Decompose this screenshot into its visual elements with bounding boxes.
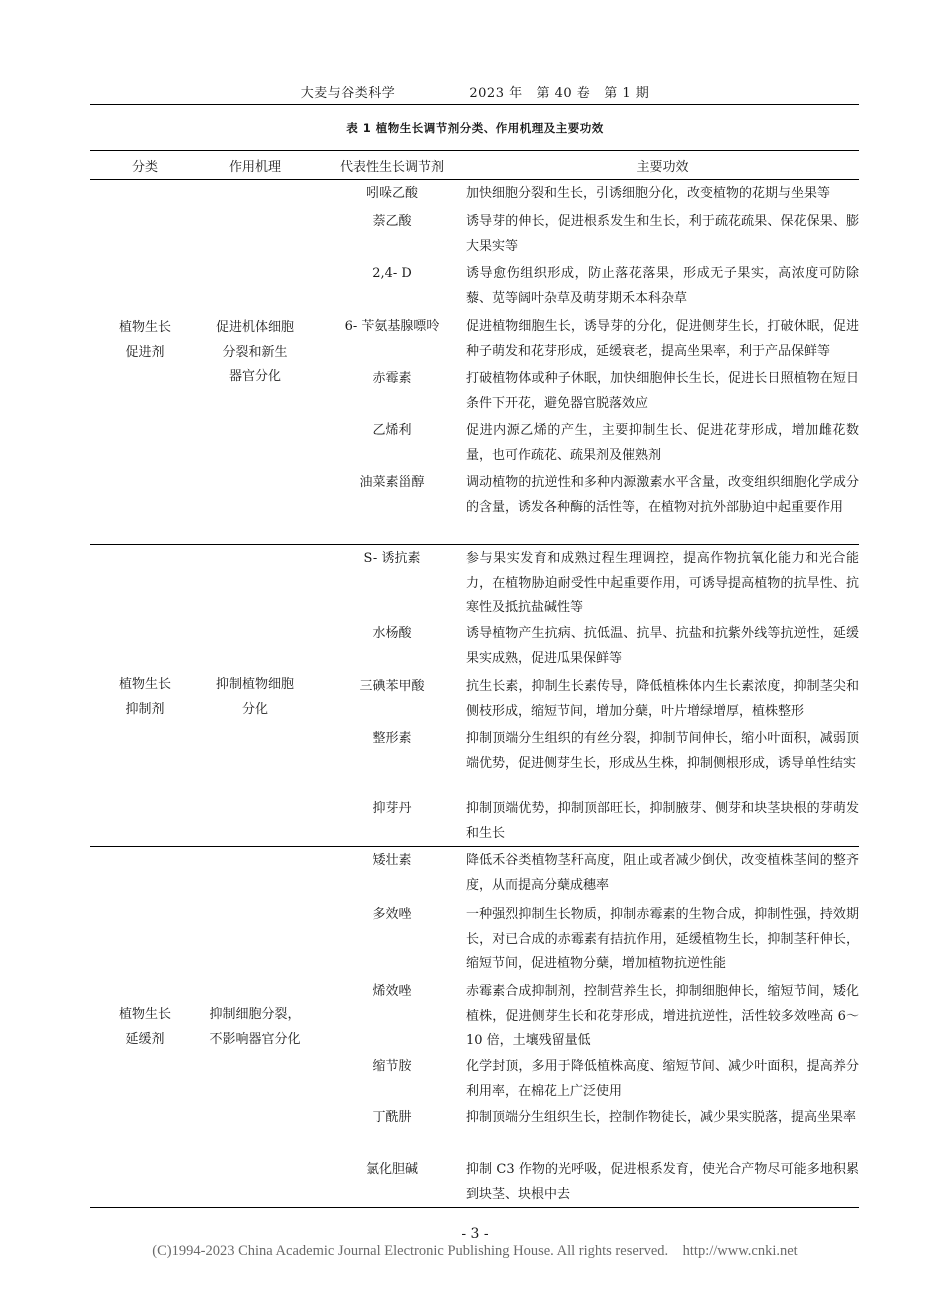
agent-cell: 油菜素甾醇 — [359, 475, 425, 490]
effect-cell: 诱导芽的伸长，促进根系发生和生长，利于疏花疏果、保花保果、膨大果实等 — [466, 214, 859, 254]
effect-cell: 抑制顶端分生组织的有丝分裂，抑制节间伸长，缩小叶面积，减弱顶端优势，促进侧芽生长，形成丛生株，抑制侧根形成，诱导单性结实 — [466, 731, 859, 771]
effect-cell: 诱导愈伤组织形成，防止落花落果，形成无子果实，高浓度可防除藜、苋等阔叶杂草及萌芽期禾本科杂草 — [466, 266, 859, 306]
group-divider — [90, 846, 859, 847]
agent-cell: 三碘苯甲酸 — [359, 679, 425, 694]
group-2-mechanism: 抑制植物细胞 分化 — [215, 677, 294, 717]
agent-cell: 赤霉素 — [372, 371, 412, 386]
effect-cell: 促进内源乙烯的产生，主要抑制生长、促进花芽形成，增加雌花数量，也可作疏花、疏果剂及催熟剂 — [466, 423, 859, 463]
effect-cell: 抗生长素，抑制生长素传导，降低植株体内生长素浓度，抑制茎尖和侧枝形成，缩短节间，增加分蘖，叶片增绿增厚，植株整形 — [466, 679, 859, 719]
table-top-rule — [90, 150, 859, 151]
agent-cell: 抑芽丹 — [372, 801, 412, 816]
group-1-category: 植物生长 促进剂 — [118, 320, 171, 360]
effect-cell: 一种强烈抑制生长物质，抑制赤霉素的生物合成，抑制性强，持效期长，对已合成的赤霉素有拮抗作用，延缓植物生长，抑制茎秆伸长，缩短节间，促进植物分蘖，增加植物抗逆性能 — [466, 907, 859, 971]
effect-cell: 诱导植物产生抗病、抗低温、抗旱、抗盐和抗紫外线等抗逆性，延缓果实成熟，促进瓜果保鲜等 — [466, 626, 859, 666]
effect-cell: 打破植物体或种子休眠，加快细胞伸长生长，促进长日照植物在短日条件下开花，避免器官脱落效应 — [466, 371, 859, 411]
group-3-mechanism: 抑制细胞分裂， 不影响器官分化 — [209, 1007, 301, 1047]
agent-cell: 多效唑 — [372, 907, 412, 922]
group-divider — [90, 544, 859, 545]
effect-cell: 降低禾谷类植物茎秆高度，阻止或者减少倒伏，改变植株茎间的整齐度，从而提高分蘖成穗率 — [466, 853, 859, 893]
agent-cell: 矮壮素 — [372, 853, 412, 868]
agent-cell: 萘乙酸 — [372, 214, 412, 229]
agent-cell: S- 诱抗素 — [363, 551, 421, 566]
effect-cell: 抑制 C3 作物的光呼吸，促进根系发育，使光合产物尽可能多地积累到块茎、块根中去 — [466, 1162, 859, 1202]
table-bottom-rule — [90, 1207, 859, 1208]
column-header-category: 分类 — [131, 160, 158, 175]
group-2-category: 植物生长 抑制剂 — [118, 677, 171, 717]
agent-cell: 氯化胆碱 — [365, 1162, 418, 1177]
agent-cell: 整形素 — [372, 731, 412, 746]
effect-cell: 抑制顶端分生组织生长，控制作物徒长，减少果实脱落，提高坐果率 — [466, 1110, 857, 1125]
effect-cell: 促进植物细胞生长，诱导芽的分化，促进侧芽生长，打破休眠，促进种子萌发和花芽形成，延缓衰老，提高坐果率，利于产品保鲜等 — [466, 319, 859, 359]
agent-cell: 烯效唑 — [372, 984, 412, 999]
issue-info: 2023 年 第 40 卷 第 1 期 — [469, 86, 650, 101]
group-1-mechanism: 促进机体细胞 分裂和新生 器官分化 — [215, 320, 294, 384]
effect-cell: 赤霉素合成抑制剂，控制营养生长，抑制细胞伸长，缩短节间，矮化植株，促进侧芽生长和花芽形成，增进抗逆性，活性较多效唑高 6～10 倍，土壤残留量低 — [466, 984, 859, 1048]
table-caption: 表 1 植物生长调节剂分类、作用机理及主要功效 — [346, 121, 604, 135]
agent-cell: 6- 苄氨基腺嘌呤 — [344, 319, 440, 334]
effect-cell: 加快细胞分裂和生长，引诱细胞分化，改变植物的花期与坐果等 — [466, 186, 831, 201]
effect-cell: 调动植物的抗逆性和多种内源激素水平含量，改变组织细胞化学成分的含量，诱发各种酶的活性等，在植物对抗外部胁迫中起重要作用 — [466, 475, 859, 515]
column-header-effect: 主要功效 — [636, 160, 689, 175]
agent-cell: 吲哚乙酸 — [365, 186, 418, 201]
running-header — [0, 82, 950, 101]
table-header-rule — [90, 179, 859, 180]
copyright-notice: (C)1994-2023 China Academic Journal Electronic Publishing House. All rights reserved. http://www.cnki.net — [152, 1243, 798, 1259]
agent-cell: 2,4- D — [372, 266, 412, 281]
agent-cell: 丁酰肼 — [372, 1110, 412, 1125]
journal-name: 大麦与谷类科学 — [300, 86, 396, 101]
effect-cell: 化学封顶，多用于降低植株高度、缩短节间、减少叶面积，提高养分利用率，在棉花上广泛使用 — [466, 1059, 859, 1099]
effect-cell: 抑制顶端优势，抑制顶部旺长，抑制腋芽、侧芽和块茎块根的芽萌发和生长 — [466, 801, 859, 841]
effect-cell: 参与果实发育和成熟过程生理调控，提高作物抗氧化能力和光合能力，在植物胁迫耐受性中起重要作用，可诱导提高植物的抗旱性、抗寒性及抵抗盐碱性等 — [466, 551, 859, 615]
group-3-category: 植物生长 延缓剂 — [118, 1007, 171, 1047]
column-header-agent: 代表性生长调节剂 — [339, 160, 444, 175]
agent-cell: 乙烯利 — [372, 423, 412, 438]
page-number: - 3 - — [461, 1226, 489, 1242]
column-header-mechanism: 作用机理 — [228, 160, 281, 175]
agent-cell: 水杨酸 — [372, 626, 412, 641]
header-rule — [90, 104, 859, 105]
agent-cell: 缩节胺 — [372, 1059, 412, 1074]
